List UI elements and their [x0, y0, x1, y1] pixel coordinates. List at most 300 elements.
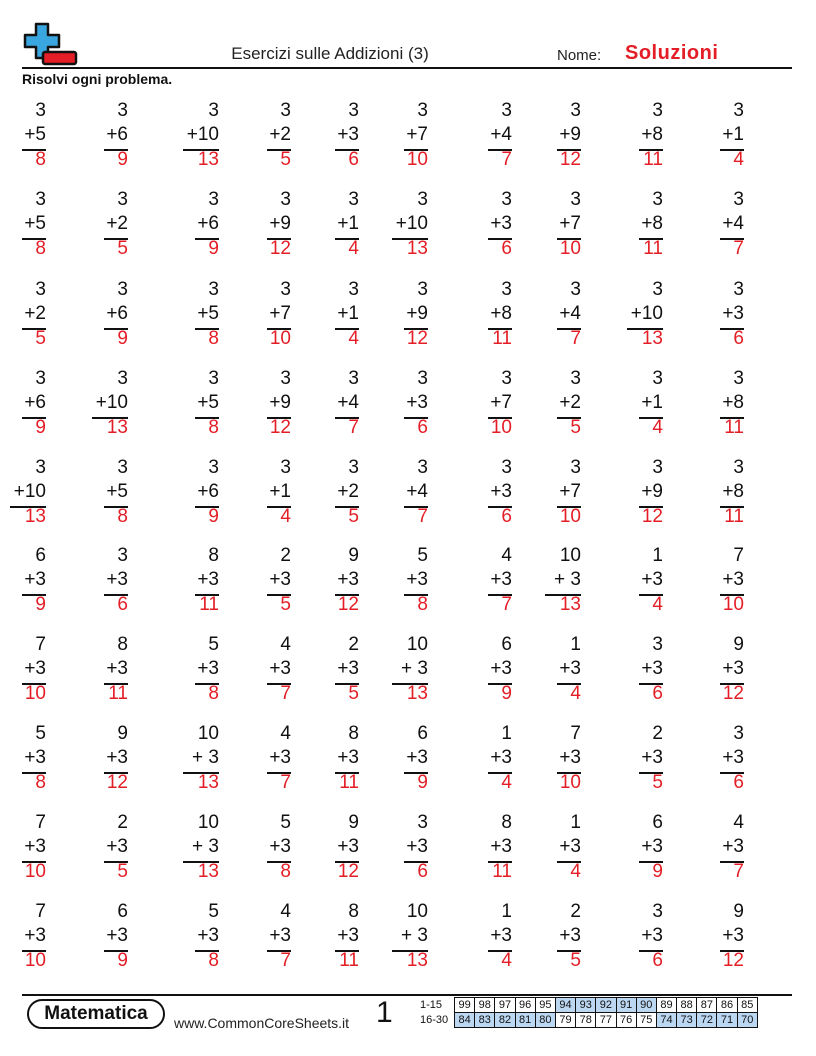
- addend-top: 1: [501, 723, 512, 744]
- score-cell: 87: [697, 998, 717, 1013]
- addend-bottom: +9: [559, 124, 581, 145]
- addend-top: 3: [117, 279, 128, 300]
- answer: 8: [117, 506, 128, 527]
- score-cell: 79: [555, 1013, 575, 1028]
- answer: 10: [559, 238, 581, 259]
- addend-top: 5: [35, 723, 46, 744]
- addend-top: 3: [117, 100, 128, 121]
- answer: 10: [406, 149, 428, 170]
- addend-bottom: +1: [641, 392, 663, 413]
- addend-top: 2: [117, 812, 128, 833]
- score-cell: 88: [677, 998, 697, 1013]
- addend-top: 2: [280, 545, 291, 566]
- addend-top: 9: [348, 545, 359, 566]
- answer: 13: [24, 506, 46, 527]
- answer: 12: [406, 328, 428, 349]
- addend-bottom: +3: [490, 836, 512, 857]
- answer: 8: [280, 861, 291, 882]
- addend-top: 3: [417, 368, 428, 389]
- answer: 6: [417, 861, 428, 882]
- addend-top: 3: [417, 189, 428, 210]
- addend-top: 3: [35, 279, 46, 300]
- answer: 13: [406, 238, 428, 259]
- answer: 5: [348, 683, 359, 704]
- addend-top: 10: [197, 812, 219, 833]
- answer: 12: [722, 950, 744, 971]
- score-row: [418, 1013, 757, 1028]
- addend-bottom: +3: [106, 747, 128, 768]
- addend-bottom: +3: [641, 747, 663, 768]
- answer: 13: [641, 328, 663, 349]
- score-cell: 76: [616, 1013, 636, 1028]
- addend-bottom: +2: [106, 213, 128, 234]
- addend-top: 2: [348, 634, 359, 655]
- answer: 13: [197, 772, 219, 793]
- addend-top: 3: [570, 368, 581, 389]
- addend-top: 3: [208, 189, 219, 210]
- addend-bottom: +3: [406, 392, 428, 413]
- addend-bottom: +3: [197, 658, 219, 679]
- addend-top: 5: [280, 812, 291, 833]
- addend-bottom: + 3: [192, 747, 219, 768]
- answer: 12: [106, 772, 128, 793]
- answer: 9: [208, 238, 219, 259]
- answer: 9: [35, 594, 46, 615]
- addend-bottom: +4: [559, 303, 581, 324]
- answer: 10: [24, 861, 46, 882]
- page-number: 1: [376, 996, 393, 1029]
- addend-bottom: +3: [722, 925, 744, 946]
- answer: 12: [641, 506, 663, 527]
- addend-top: 6: [117, 901, 128, 922]
- answer: 9: [417, 772, 428, 793]
- addend-bottom: +6: [24, 392, 46, 413]
- answer: 8: [208, 328, 219, 349]
- answer: 13: [406, 683, 428, 704]
- addend-top: 5: [417, 545, 428, 566]
- addend-top: 2: [652, 723, 663, 744]
- addend-bottom: +4: [490, 124, 512, 145]
- addend-bottom: +10: [186, 124, 219, 145]
- addend-bottom: +10: [13, 481, 46, 502]
- addend-bottom: +3: [722, 569, 744, 590]
- addend-top: 3: [733, 279, 744, 300]
- answer: 9: [501, 683, 512, 704]
- addend-top: 1: [652, 545, 663, 566]
- answer: 12: [722, 683, 744, 704]
- addend-top: 8: [208, 545, 219, 566]
- score-cell: 78: [576, 1013, 596, 1028]
- score-cell: 70: [737, 1013, 757, 1028]
- answer: 12: [269, 417, 291, 438]
- addend-bottom: +5: [106, 481, 128, 502]
- answer: 13: [559, 594, 581, 615]
- addend-top: 3: [733, 100, 744, 121]
- score-cell: 84: [455, 1013, 475, 1028]
- site-url: www.CommonCoreSheets.it: [174, 1015, 350, 1031]
- score-cell: 89: [656, 998, 676, 1013]
- score-table: [418, 997, 758, 1028]
- addend-top: 7: [733, 545, 744, 566]
- answer: 10: [24, 683, 46, 704]
- addend-bottom: +7: [406, 124, 428, 145]
- score-cell: 71: [717, 1013, 737, 1028]
- addend-bottom: +3: [490, 658, 512, 679]
- addend-top: 4: [280, 723, 291, 744]
- instructions: Risolvi ogni problema.: [22, 71, 173, 87]
- score-cell: 93: [576, 998, 596, 1013]
- answer: 10: [490, 417, 512, 438]
- addend-top: 3: [652, 100, 663, 121]
- score-cell: 73: [677, 1013, 697, 1028]
- answer: 5: [117, 238, 128, 259]
- addend-bottom: +2: [269, 124, 291, 145]
- addend-bottom: +3: [722, 836, 744, 857]
- addend-top: 1: [501, 901, 512, 922]
- addend-bottom: +3: [641, 836, 663, 857]
- addend-top: 3: [280, 368, 291, 389]
- answer: 4: [570, 683, 581, 704]
- addend-top: 8: [117, 634, 128, 655]
- addend-top: 3: [348, 368, 359, 389]
- answer: 6: [117, 594, 128, 615]
- addend-top: 6: [652, 812, 663, 833]
- addend-top: 3: [652, 368, 663, 389]
- addend-top: 3: [348, 100, 359, 121]
- addend-top: 3: [280, 279, 291, 300]
- answer: 7: [501, 594, 512, 615]
- addend-top: 3: [501, 368, 512, 389]
- addend-bottom: +3: [641, 658, 663, 679]
- answer: 4: [570, 861, 581, 882]
- addend-bottom: +3: [490, 213, 512, 234]
- answer: 7: [733, 861, 744, 882]
- addend-top: 3: [417, 100, 428, 121]
- answer: 8: [417, 594, 428, 615]
- addend-bottom: +8: [722, 392, 744, 413]
- answer: 4: [501, 950, 512, 971]
- addend-bottom: +3: [106, 569, 128, 590]
- addend-top: 3: [117, 189, 128, 210]
- addend-bottom: +2: [337, 481, 359, 502]
- score-cell: 96: [515, 998, 535, 1013]
- addend-bottom: +3: [722, 747, 744, 768]
- addend-top: 3: [208, 457, 219, 478]
- addend-top: 3: [570, 279, 581, 300]
- score-cell: 74: [656, 1013, 676, 1028]
- addend-bottom: +3: [24, 925, 46, 946]
- addend-top: 3: [733, 368, 744, 389]
- addend-top: 3: [733, 457, 744, 478]
- addend-bottom: +9: [406, 303, 428, 324]
- addend-bottom: +9: [641, 481, 663, 502]
- addend-top: 3: [348, 457, 359, 478]
- addend-top: 10: [559, 545, 581, 566]
- addend-bottom: +3: [337, 658, 359, 679]
- addend-top: 3: [280, 457, 291, 478]
- addend-top: 3: [417, 279, 428, 300]
- answer: 8: [208, 683, 219, 704]
- addend-top: 3: [208, 100, 219, 121]
- score-cell: 72: [697, 1013, 717, 1028]
- addend-bottom: +10: [630, 303, 663, 324]
- addend-bottom: +3: [559, 747, 581, 768]
- addend-top: 3: [652, 634, 663, 655]
- answer: 11: [108, 683, 128, 704]
- answer: 6: [348, 149, 359, 170]
- addend-bottom: +3: [106, 658, 128, 679]
- brand-badge: Matematica: [27, 999, 165, 1029]
- answer: 13: [406, 950, 428, 971]
- addend-top: 3: [208, 368, 219, 389]
- answer: 12: [559, 149, 581, 170]
- answer: 6: [733, 328, 744, 349]
- score-cell: 77: [596, 1013, 616, 1028]
- addend-top: 9: [733, 634, 744, 655]
- answer: 11: [492, 861, 512, 882]
- answer: 8: [208, 417, 219, 438]
- addend-top: 3: [570, 189, 581, 210]
- addend-top: 3: [417, 812, 428, 833]
- addend-bottom: +3: [490, 569, 512, 590]
- addend-bottom: +8: [722, 481, 744, 502]
- score-cell: 99: [455, 998, 475, 1013]
- answer: 10: [559, 772, 581, 793]
- score-cell: 85: [737, 998, 757, 1013]
- score-cell: 80: [535, 1013, 555, 1028]
- addend-bottom: +3: [406, 747, 428, 768]
- addend-bottom: +3: [337, 569, 359, 590]
- footer-divider: [22, 994, 792, 996]
- answer: 7: [348, 417, 359, 438]
- score-row-label: 1-15: [420, 999, 443, 1011]
- addend-top: 3: [35, 368, 46, 389]
- addend-bottom: +6: [106, 303, 128, 324]
- score-cell: 86: [717, 998, 737, 1013]
- answer: 11: [724, 506, 744, 527]
- score-cell: 95: [535, 998, 555, 1013]
- addend-top: 6: [501, 634, 512, 655]
- answer: 4: [280, 506, 291, 527]
- addend-top: 3: [280, 189, 291, 210]
- addend-bottom: +3: [337, 925, 359, 946]
- answer: 4: [348, 238, 359, 259]
- addend-bottom: +3: [641, 569, 663, 590]
- addend-bottom: +5: [24, 124, 46, 145]
- answer: 4: [652, 594, 663, 615]
- score-cell: 94: [555, 998, 575, 1013]
- addend-bottom: +3: [197, 925, 219, 946]
- addend-bottom: +3: [269, 569, 291, 590]
- addend-top: 3: [35, 457, 46, 478]
- addend-bottom: +3: [269, 747, 291, 768]
- addend-bottom: +4: [406, 481, 428, 502]
- addend-bottom: +1: [722, 124, 744, 145]
- addend-top: 4: [280, 634, 291, 655]
- addend-top: 3: [733, 723, 744, 744]
- addend-bottom: +8: [490, 303, 512, 324]
- addend-top: 1: [570, 634, 581, 655]
- addend-top: 9: [733, 901, 744, 922]
- answer: 4: [652, 417, 663, 438]
- addend-bottom: +10: [395, 213, 428, 234]
- addend-bottom: +4: [337, 392, 359, 413]
- answer: 10: [559, 506, 581, 527]
- addend-bottom: +3: [269, 925, 291, 946]
- addend-bottom: +9: [269, 392, 291, 413]
- addend-bottom: +3: [490, 481, 512, 502]
- answer: 6: [652, 683, 663, 704]
- answer: 10: [269, 328, 291, 349]
- answer: 11: [199, 594, 219, 615]
- addend-top: 3: [733, 189, 744, 210]
- addend-bottom: +7: [490, 392, 512, 413]
- addend-bottom: + 3: [192, 836, 219, 857]
- answer: 11: [339, 772, 359, 793]
- answer: 13: [106, 417, 128, 438]
- addend-bottom: +1: [337, 213, 359, 234]
- answer: 4: [348, 328, 359, 349]
- answer: 5: [35, 328, 46, 349]
- answer: 9: [117, 328, 128, 349]
- answer: 5: [117, 861, 128, 882]
- addend-top: 4: [280, 901, 291, 922]
- addend-top: 7: [35, 812, 46, 833]
- addend-top: 5: [208, 634, 219, 655]
- answer: 7: [570, 328, 581, 349]
- addend-bottom: +3: [337, 836, 359, 857]
- addend-top: 8: [348, 723, 359, 744]
- answer: 5: [570, 950, 581, 971]
- addend-top: 4: [501, 545, 512, 566]
- addend-bottom: +3: [24, 836, 46, 857]
- answer: 5: [652, 772, 663, 793]
- addend-bottom: +7: [559, 481, 581, 502]
- answer: 13: [197, 861, 219, 882]
- answer: 9: [652, 861, 663, 882]
- addend-top: 3: [35, 189, 46, 210]
- answer: 5: [280, 594, 291, 615]
- answer: 12: [337, 861, 359, 882]
- addend-bottom: +5: [197, 303, 219, 324]
- score-cell: 92: [596, 998, 616, 1013]
- addend-bottom: +10: [95, 392, 128, 413]
- addend-bottom: + 3: [401, 658, 428, 679]
- answer: 10: [24, 950, 46, 971]
- answer: 7: [280, 683, 291, 704]
- addend-bottom: +3: [559, 836, 581, 857]
- addend-bottom: +3: [269, 836, 291, 857]
- addend-top: 3: [652, 279, 663, 300]
- addend-top: 3: [417, 457, 428, 478]
- addend-top: 8: [348, 901, 359, 922]
- answer: 11: [339, 950, 359, 971]
- answer: 6: [501, 238, 512, 259]
- addend-bottom: +3: [490, 747, 512, 768]
- answer: 8: [35, 238, 46, 259]
- addend-top: 3: [117, 368, 128, 389]
- addend-top: 3: [348, 189, 359, 210]
- answer: 13: [197, 149, 219, 170]
- addend-bottom: +8: [641, 124, 663, 145]
- addend-bottom: +3: [722, 658, 744, 679]
- answer: 8: [35, 772, 46, 793]
- addend-bottom: +3: [24, 569, 46, 590]
- addend-bottom: +3: [406, 569, 428, 590]
- answer: 9: [35, 417, 46, 438]
- addend-top: 3: [501, 279, 512, 300]
- addend-bottom: +2: [24, 303, 46, 324]
- addend-top: 3: [117, 545, 128, 566]
- answer: 7: [417, 506, 428, 527]
- addend-top: 3: [35, 100, 46, 121]
- addend-bottom: +6: [197, 213, 219, 234]
- score-cell: 98: [475, 998, 495, 1013]
- score-row-label: 16-30: [420, 1014, 449, 1026]
- addend-top: 5: [208, 901, 219, 922]
- addend-top: 6: [417, 723, 428, 744]
- score-cell: 90: [636, 998, 656, 1013]
- addend-top: 9: [117, 723, 128, 744]
- addend-bottom: +3: [197, 569, 219, 590]
- addend-top: 6: [35, 545, 46, 566]
- answer: 12: [269, 238, 291, 259]
- worksheet-title: Esercizi sulle Addizioni (3): [231, 44, 429, 63]
- answer: 10: [722, 594, 744, 615]
- answer: 6: [652, 950, 663, 971]
- addend-top: 3: [501, 189, 512, 210]
- addend-bottom: +3: [106, 925, 128, 946]
- answer: 12: [337, 594, 359, 615]
- addend-bottom: + 3: [401, 925, 428, 946]
- score-cell: 97: [495, 998, 515, 1013]
- answer: 9: [117, 950, 128, 971]
- name-label: Nome:: [557, 47, 602, 64]
- addend-bottom: +3: [269, 658, 291, 679]
- answer: 6: [417, 417, 428, 438]
- addend-top: 3: [280, 100, 291, 121]
- answer: 8: [35, 149, 46, 170]
- answer: 11: [724, 417, 744, 438]
- addend-top: 3: [208, 279, 219, 300]
- addend-top: 10: [406, 901, 428, 922]
- answer: 9: [208, 506, 219, 527]
- addend-bottom: +5: [197, 392, 219, 413]
- answer: 7: [280, 772, 291, 793]
- answer: 7: [733, 238, 744, 259]
- answer: 11: [643, 238, 663, 259]
- addend-bottom: +2: [559, 392, 581, 413]
- addend-top: 7: [35, 634, 46, 655]
- answer: 11: [643, 149, 663, 170]
- addend-bottom: +5: [24, 213, 46, 234]
- score-cell: 81: [515, 1013, 535, 1028]
- answer: 5: [348, 506, 359, 527]
- addend-bottom: +4: [722, 213, 744, 234]
- addend-top: 10: [197, 723, 219, 744]
- name-value: Soluzioni: [625, 42, 719, 64]
- answer: 6: [501, 506, 512, 527]
- addend-bottom: +3: [337, 124, 359, 145]
- addend-top: 3: [652, 457, 663, 478]
- addend-bottom: +8: [641, 213, 663, 234]
- addend-top: 3: [570, 457, 581, 478]
- addend-top: 1: [570, 812, 581, 833]
- addend-top: 8: [501, 812, 512, 833]
- addend-top: 7: [570, 723, 581, 744]
- addend-bottom: +3: [337, 747, 359, 768]
- addend-top: 7: [35, 901, 46, 922]
